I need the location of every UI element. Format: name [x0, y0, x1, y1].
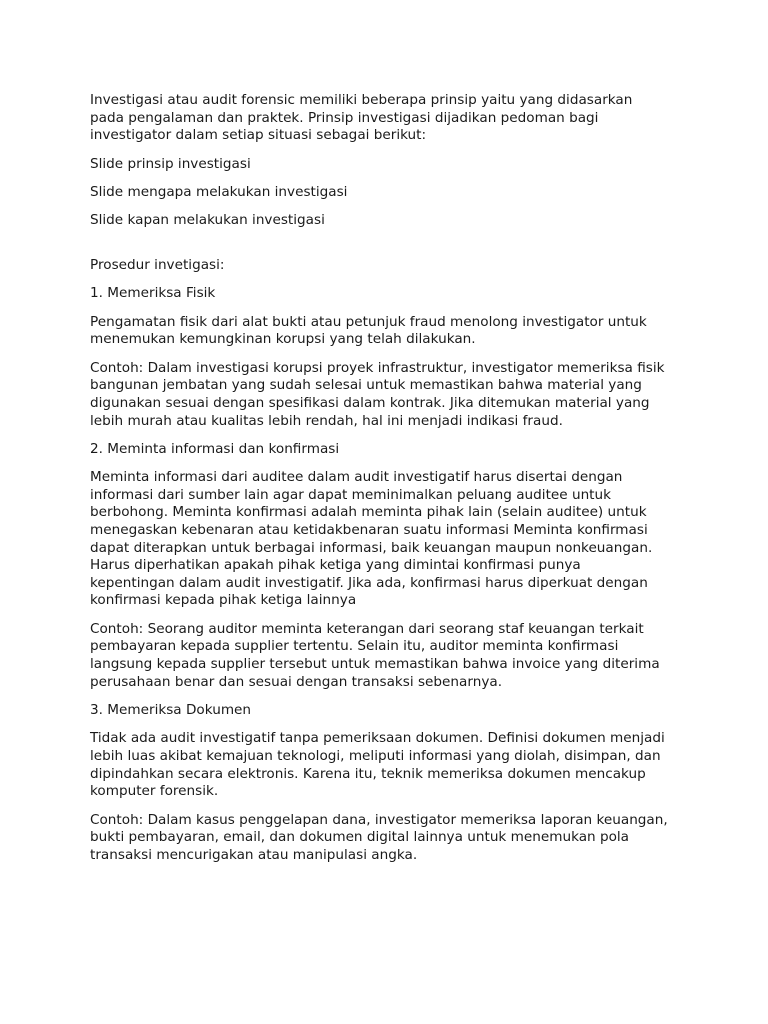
- section-body-memeriksa-fisik: Pengamatan fisik dari alat bukti atau petunjuk fraud menolong investigator untuk menemukan kemungkinan korupsi yang telah dilakukan.: [90, 313, 647, 348]
- section-example-meminta-informasi: Contoh: Seorang auditor meminta keterangan dari seorang staf keuangan terkait pembayaran kepada supplier tertentu. Selain itu, auditor meminta konfirmasi langsung kepada supplier tersebut untuk memastikan bahwa invoice yang diterima perusahaan benar dan sesuai dengan transaksi sebenarnya.: [90, 620, 660, 690]
- section-body-meminta-informasi: Meminta informasi dari auditee dalam audit investigatif harus disertai dengan informasi dari sumber lain agar dapat meminimalkan peluang auditee untuk berbohong. Meminta konfirmasi adalah meminta pihak lain (selain auditee) untuk menegaskan kebenaran atau ketidakbenaran suatu informasi Meminta konfirmasi dapat diterapkan untuk berbagai informasi, baik keuangan maupun nonkeuangan. Harus diperhatikan apakah pihak ketiga yang dimintai konfirmasi punya kepentingan dalam audit investigatif. Jika ada, konfirmasi harus diperkuat dengan konfirmasi kepada pihak ketiga lainnya: [90, 469, 653, 609]
- document-body: [90, 92, 690, 875]
- section-heading-memeriksa-fisik: 1. Memeriksa Fisik: [90, 285, 216, 302]
- intro-paragraph: Investigasi atau audit forensic memiliki beberapa prinsip yaitu yang didasarkan pada pengalaman dan praktek. Prinsip investigasi dijadikan pedoman bagi investigator dalam setiap situasi sebagai berikut:: [90, 92, 633, 144]
- slide-link-prinsip: Slide prinsip investigasi: [90, 155, 251, 172]
- section-example-memeriksa-fisik: Contoh: Dalam investigasi korupsi proyek infrastruktur, investigator memeriksa fisik bangunan jembatan yang sudah selesai untuk memastikan bahwa material yang digunakan sesuai dengan spesifikasi dalam kontrak. Jika ditemukan material yang lebih murah atau kualitas lebih rendah, hal ini menjadi indikasi fraud.: [90, 359, 665, 429]
- slide-link-kapan: Slide kapan melakukan investigasi: [90, 212, 325, 229]
- procedure-heading: Prosedur invetigasi:: [90, 256, 225, 273]
- section-heading-memeriksa-dokumen: 3. Memeriksa Dokumen: [90, 702, 252, 718]
- section-example-memeriksa-dokumen: Contoh: Dalam kasus penggelapan dana, investigator memeriksa laporan keuangan, bukti pembayaran, email, dan dokumen digital lainnya untuk menemukan pola transaksi mencurigakan atau manipulasi angka.: [90, 811, 668, 863]
- section-body-memeriksa-dokumen: Tidak ada audit investigatif tanpa pemeriksaan dokumen. Definisi dokumen menjadi lebih luas akibat kemajuan teknologi, meliputi informasi yang diolah, disimpan, dan dipindahkan secara elektronis. Karena itu, teknik memeriksa dokumen mencakup komputer forensik.: [90, 730, 665, 800]
- section-heading-meminta-informasi: 2. Meminta informasi dan konfirmasi: [90, 440, 340, 457]
- slide-link-mengapa: Slide mengapa melakukan investigasi: [90, 183, 348, 200]
